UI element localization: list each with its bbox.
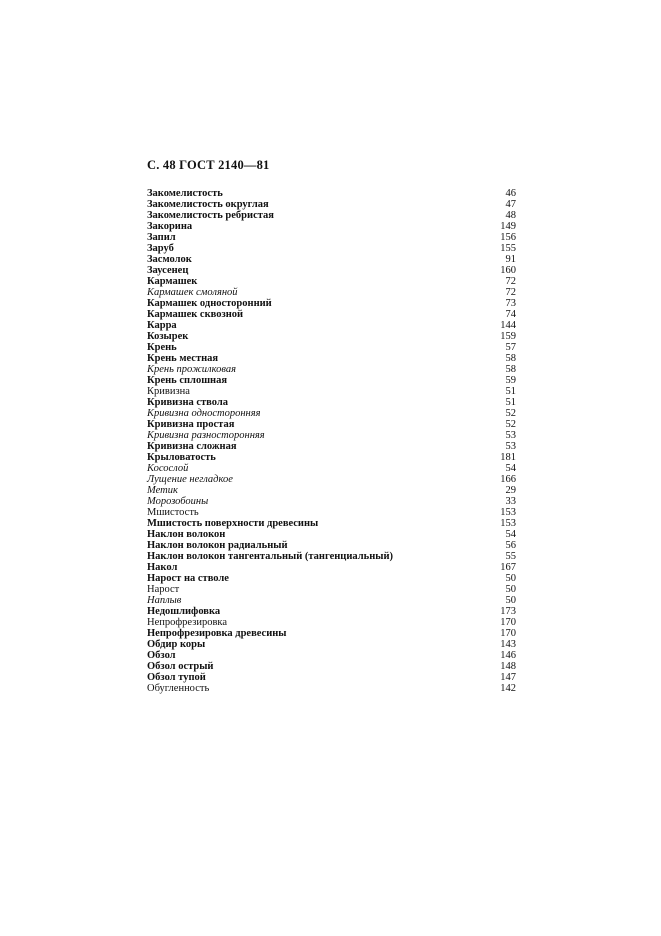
index-term: Наклон волокон тангентальный (тангенциальный) (147, 551, 393, 562)
index-term: Непрофрезировка древесины (147, 628, 287, 639)
index-entry (147, 386, 516, 397)
index-term: Недошлифовка (147, 606, 221, 617)
index-page-number: 91 (505, 254, 516, 265)
index-term: Закомелистость (147, 188, 223, 199)
index-page-number: 166 (500, 474, 516, 485)
index-entry (147, 672, 516, 683)
index-entry (147, 265, 516, 276)
index-term: Кривизна разносторонняя (147, 430, 265, 441)
index-term: Закомелистость округлая (147, 199, 269, 210)
index-page-number: 54 (505, 463, 516, 474)
index-page-number: 170 (500, 617, 516, 628)
page-header: С. 48 ГОСТ 2140—81 (147, 158, 270, 172)
index-term: Обзол тупой (147, 672, 206, 683)
index-entry (147, 342, 516, 353)
index-page-number: 51 (505, 397, 516, 408)
index-page-number: 72 (505, 276, 516, 287)
index-term: Закомелистость ребристая (147, 210, 274, 221)
index-page-number: 148 (500, 661, 516, 672)
index-page-number: 153 (500, 507, 516, 518)
index-term: Лущение негладкое (147, 474, 233, 485)
index-entry (147, 375, 516, 386)
index-entry (147, 661, 516, 672)
index-term: Наплыв (147, 595, 182, 606)
index-page-number: 55 (505, 551, 516, 562)
index-term: Кривизна (147, 386, 190, 397)
index-term: Кривизна односторонняя (147, 408, 261, 419)
index-entry (147, 463, 516, 474)
index-page-number: 142 (500, 683, 516, 694)
index-page-number: 74 (505, 309, 516, 320)
index-entry (147, 595, 516, 606)
index-term: Крень местная (147, 353, 219, 364)
index-page-number: 58 (505, 353, 516, 364)
index-entry (147, 496, 516, 507)
index-term: Крень сплошная (147, 375, 228, 386)
index-term: Обзол (147, 650, 176, 661)
index-entry (147, 430, 516, 441)
index-term: Накол (147, 562, 178, 573)
index-entry (147, 518, 516, 529)
index-term: Морозобоины (147, 496, 209, 507)
index-entry (147, 540, 516, 551)
index-term: Кармашек односторонний (147, 298, 272, 309)
index-term: Мшистость (147, 507, 199, 518)
index-page-number: 50 (505, 584, 516, 595)
index-page-number: 144 (500, 320, 516, 331)
index-term: Кармашек смоляной (147, 287, 238, 298)
index-page-number: 53 (505, 430, 516, 441)
index-term: Запил (147, 232, 176, 243)
index-page-number: 153 (500, 518, 516, 529)
index-entry (147, 353, 516, 364)
index-entry (147, 243, 516, 254)
index-entry (147, 408, 516, 419)
index-page-number: 143 (500, 639, 516, 650)
index-term: Нарост (147, 584, 180, 595)
index-term: Закорина (147, 221, 193, 232)
index-term: Косослой (147, 463, 189, 474)
index-term: Обзол острый (147, 661, 214, 672)
index-entry (147, 419, 516, 430)
index-term: Непрофрезировка (147, 617, 228, 628)
index-page-number: 57 (505, 342, 516, 353)
index-page-number: 147 (500, 672, 516, 683)
index-page-number: 159 (500, 331, 516, 342)
index-page-number: 56 (505, 540, 516, 551)
index-term: Карра (147, 320, 177, 331)
index-entry (147, 188, 516, 199)
index-term: Заусенец (147, 265, 189, 276)
index-list (147, 188, 516, 694)
index-entry (147, 309, 516, 320)
index-page-number: 59 (505, 375, 516, 386)
index-page-number: 156 (500, 232, 516, 243)
index-page-number: 50 (505, 573, 516, 584)
index-entry (147, 199, 516, 210)
index-entry (147, 298, 516, 309)
index-entry (147, 529, 516, 540)
index-term: Наклон волокон радиальный (147, 540, 288, 551)
index-entry (147, 617, 516, 628)
index-term: Нарост на стволе (147, 573, 229, 584)
index-entry (147, 562, 516, 573)
index-page-number: 181 (500, 452, 516, 463)
index-term: Обугленность (147, 683, 210, 694)
index-entry (147, 639, 516, 650)
index-page-number: 54 (505, 529, 516, 540)
index-term: Козырек (147, 331, 189, 342)
index-entry (147, 507, 516, 518)
index-term: Крень прожилковая (147, 364, 236, 375)
index-term: Кривизна ствола (147, 397, 229, 408)
index-page-number: 167 (500, 562, 516, 573)
index-term: Мшистость поверхности древесины (147, 518, 319, 529)
index-entry (147, 474, 516, 485)
index-entry (147, 441, 516, 452)
index-page-number: 72 (505, 287, 516, 298)
index-entry (147, 232, 516, 243)
index-term: Наклон волокон (147, 529, 226, 540)
index-entry (147, 320, 516, 331)
index-entry (147, 683, 516, 694)
index-entry (147, 276, 516, 287)
index-page-number: 149 (500, 221, 516, 232)
index-page-number: 47 (505, 199, 516, 210)
index-page-number: 73 (505, 298, 516, 309)
index-page-number: 52 (505, 419, 516, 430)
index-entry (147, 254, 516, 265)
index-page-number: 50 (505, 595, 516, 606)
index-page-number: 155 (500, 243, 516, 254)
index-page-number: 146 (500, 650, 516, 661)
index-term: Заруб (147, 243, 174, 254)
index-page-number: 58 (505, 364, 516, 375)
index-term: Кривизна сложная (147, 441, 237, 452)
index-page-number: 52 (505, 408, 516, 419)
index-page-number: 46 (505, 188, 516, 199)
index-page-number: 53 (505, 441, 516, 452)
index-entry (147, 364, 516, 375)
index-term: Кармашек (147, 276, 198, 287)
index-entry (147, 650, 516, 661)
index-entry (147, 551, 516, 562)
index-page-number: 51 (505, 386, 516, 397)
index-entry (147, 628, 516, 639)
index-entry (147, 287, 516, 298)
index-entry (147, 606, 516, 617)
index-page-number: 48 (505, 210, 516, 221)
index-term: Кармашек сквозной (147, 309, 244, 320)
index-page-number: 173 (500, 606, 516, 617)
index-page-number: 29 (505, 485, 516, 496)
index-entry (147, 331, 516, 342)
index-entry (147, 397, 516, 408)
index-entry (147, 584, 516, 595)
index-term: Метик (147, 485, 178, 496)
index-page-number: 170 (500, 628, 516, 639)
index-entry (147, 573, 516, 584)
index-term: Крыловатость (147, 452, 216, 463)
index-page-number: 33 (505, 496, 516, 507)
index-term: Крень (147, 342, 177, 353)
index-term: Кривизна простая (147, 419, 235, 430)
index-entry (147, 221, 516, 232)
index-entry (147, 485, 516, 496)
index-term: Засмолок (147, 254, 192, 265)
index-page-number: 160 (500, 265, 516, 276)
index-entry (147, 210, 516, 221)
index-term: Обдир коры (147, 639, 206, 650)
index-entry (147, 452, 516, 463)
